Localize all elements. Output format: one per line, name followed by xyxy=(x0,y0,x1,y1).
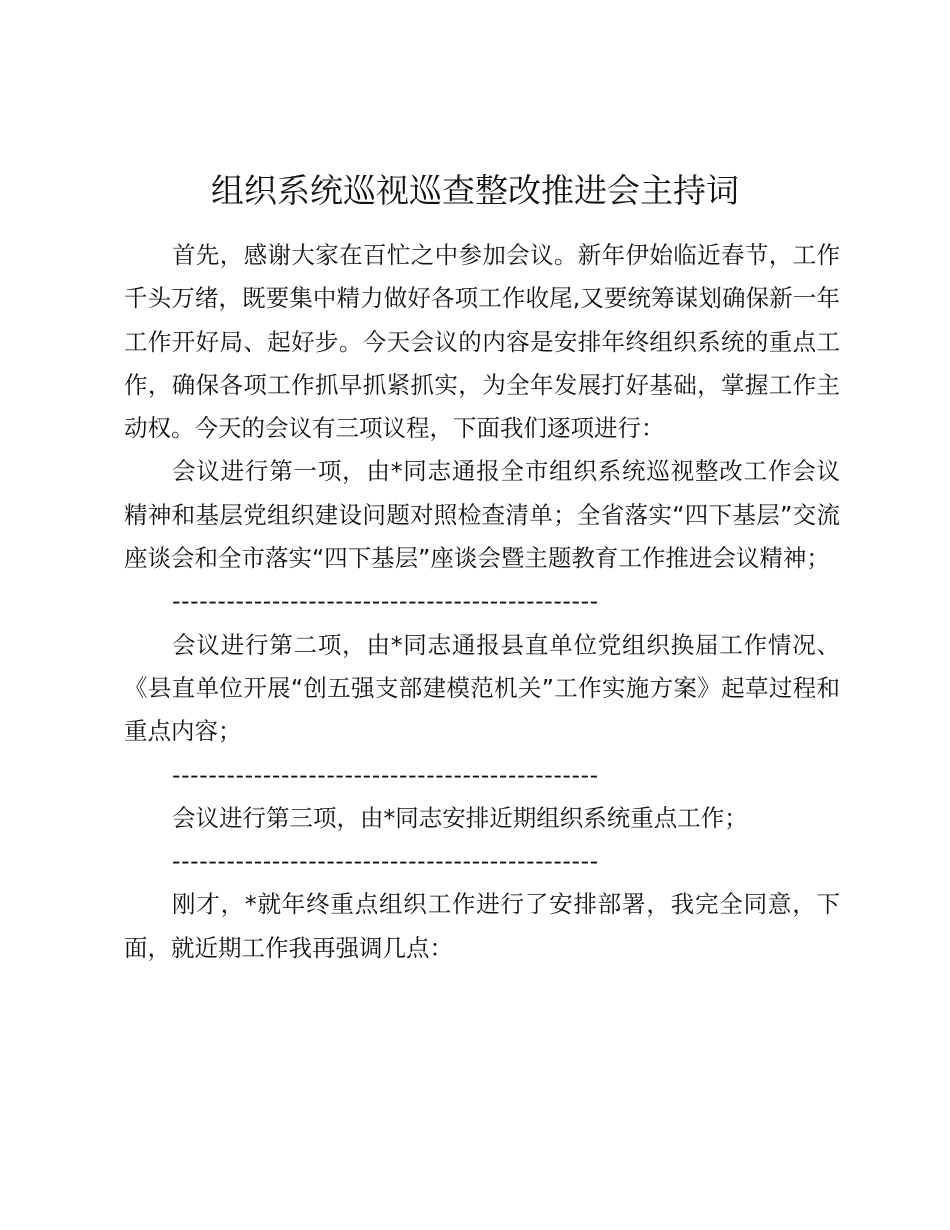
document-body xyxy=(124,234,840,970)
agenda-item-one-paragraph: 会议进行第一项，由*同志通报全市组织系统巡视整改工作会议精神和基层党组织建设问题对照检查清单；全省落实“四下基层”交流座谈会和全市落实“四下基层”座谈会暨主题教育工作推进会议精神； xyxy=(124,457,840,573)
closing-paragraph: 刚才，*就年终重点组织工作进行了安排部署，我完全同意，下面，就近期工作我再强调几点： xyxy=(124,890,840,962)
document-title: 组织系统巡视巡查整改推进会主持词 xyxy=(211,171,739,210)
dashed-separator: ----------------------------------------------- xyxy=(172,847,599,876)
agenda-item-two-paragraph: 会议进行第二项，由*同志通报县直单位党组织换届工作情况、《县直单位开展“创五强支部建模范机关”工作实施方案》起草过程和重点内容； xyxy=(124,630,840,746)
agenda-item-three-paragraph: 会议进行第三项，由*同志安排近期组织系统重点工作； xyxy=(172,803,748,832)
dashed-separator: ----------------------------------------------- xyxy=(172,587,599,616)
dashed-separator: ----------------------------------------------- xyxy=(172,760,599,789)
opening-paragraph: 首先，感谢大家在百忙之中参加会议。新年伊始临近春节，工作千头万绪，既要集中精力做好各项工作收尾,又要统筹谋划确保新一年工作开好局、起好步。今天会议的内容是安排年终组织系统的重点工作，确保各项工作抓早抓紧抓实，为全年发展打好基础，掌握工作主动权。今天的会议有三项议程，下面我们逐项进行： xyxy=(124,241,840,443)
